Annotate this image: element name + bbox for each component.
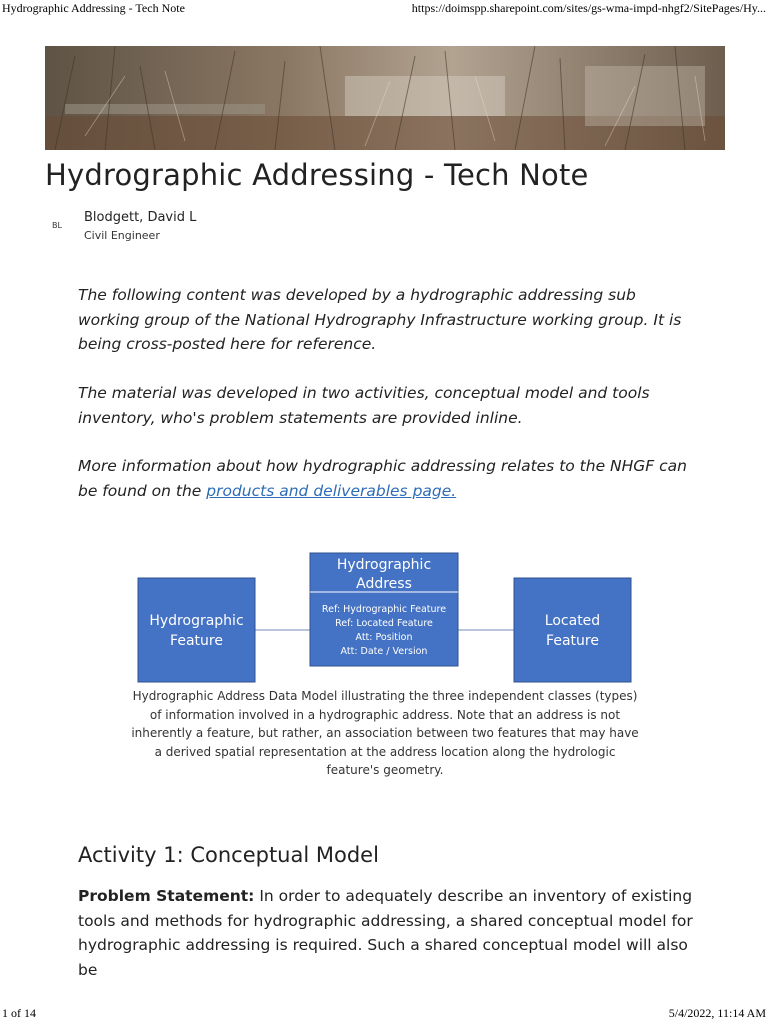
problem-statement: [78, 884, 698, 982]
print-header-title: Hydrographic Addressing - Tech Note: [2, 1, 185, 15]
author-role: Civil Engineer: [84, 229, 160, 242]
intro-paragraph-3-text: More information about how hydrographic addressing relates to the NHGF can be found on the: [78, 457, 687, 500]
print-header-url: https://doimspp.sharepoint.com/sites/gs-wma-impd-nhgf2/SitePages/Hy...: [411, 1, 766, 15]
page-number: 1 of 14: [2, 1006, 36, 1020]
located-feature-label-1: Located: [544, 613, 601, 629]
problem-statement-label: Problem Statement:: [78, 887, 255, 905]
print-header: [0, 0, 770, 18]
hydrographic-address-attr: Ref: Located Feature: [335, 618, 433, 629]
intro-paragraph-1: The following content was developed by a hydrographic addressing sub working group of the National Hydrography Infrastructure working group. It is being cross-posted here for reference.: [78, 286, 682, 353]
hydrographic-feature-label-1: Hydrographic: [149, 613, 244, 629]
located-feature-label-2: Feature: [546, 633, 599, 649]
hydrographic-feature-label-2: Feature: [170, 633, 223, 649]
banner-image: [45, 46, 725, 150]
data-model-diagram: [130, 548, 640, 688]
author-name[interactable]: Blodgett, David L: [84, 210, 197, 225]
hydrographic-feature-box: [138, 578, 255, 682]
hydrographic-address-attr: Ref: Hydrographic Feature: [321, 604, 447, 615]
intro-paragraph-2: The material was developed in two activities, conceptual model and tools inventory, who's problem statements are provided inline.: [78, 384, 650, 427]
problem-statement-text: In order to adequately describe an inventory of existing tools and methods for hydrographic addressing, a shared conceptual model for hydrographic addressing is required. Such a shared conceptual model will also be: [78, 887, 693, 979]
hydrographic-address-title-2: Address: [356, 576, 412, 592]
diagram-caption: Hydrographic Address Data Model illustrating the three independent classes (types) of information involved in a hydrographic address. Note that an address is not inherently a feature, but rather, an association between two features that may have a derived spatial representation at the address location along the hydrologic feature's geometry.: [131, 689, 639, 777]
products-deliverables-link[interactable]: products and deliverables page.: [206, 481, 457, 500]
activity-1-heading: Activity 1: Conceptual Model: [78, 843, 379, 867]
hydrographic-address-attr: Att: Date / Version: [340, 646, 428, 657]
print-footer: [0, 1006, 770, 1024]
hydrographic-address-attr: Att: Position: [355, 632, 413, 643]
page-title: Hydrographic Addressing - Tech Note: [45, 158, 589, 192]
author-avatar: BL: [52, 221, 62, 230]
located-feature-box: [514, 578, 631, 682]
print-datetime: 5/4/2022, 11:14 AM: [668, 1006, 766, 1020]
hydrographic-address-title-1: Hydrographic: [336, 557, 432, 573]
intro-paragraph-3: [78, 454, 698, 503]
